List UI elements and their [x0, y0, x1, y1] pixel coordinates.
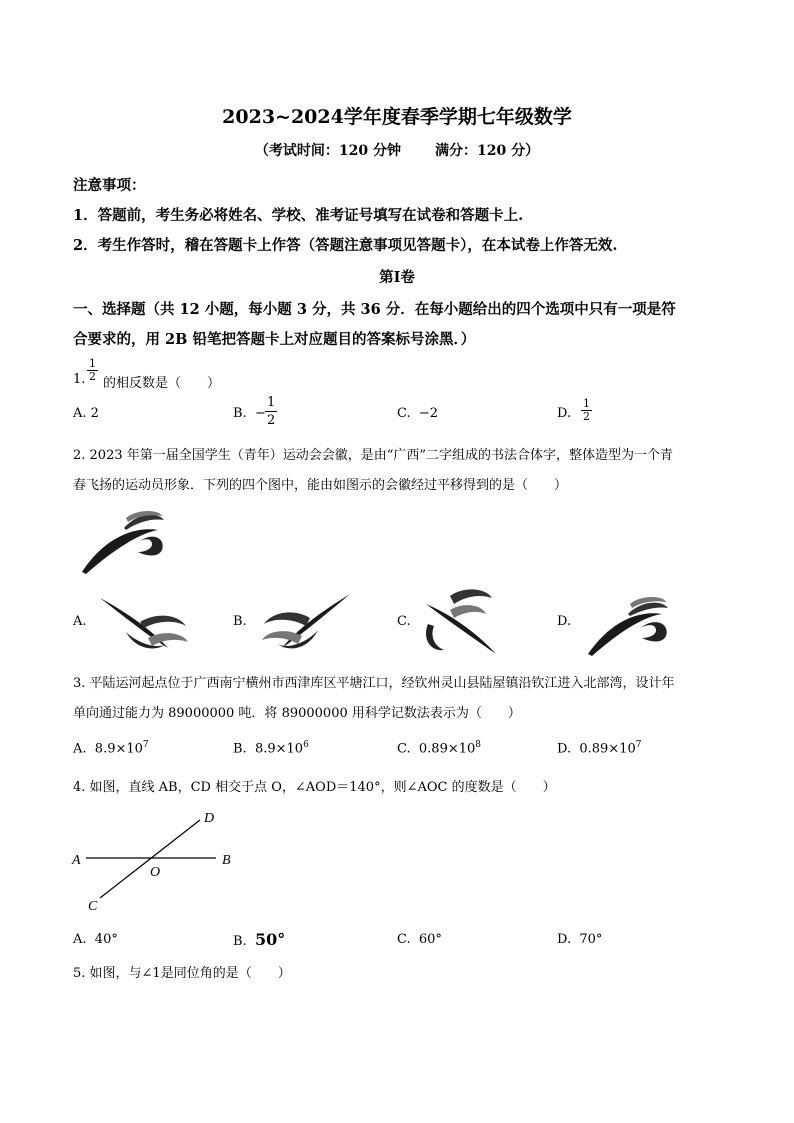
q2-option-a-label: A.: [73, 614, 87, 629]
option-value: 40°: [94, 932, 118, 947]
label-b: B: [222, 853, 231, 868]
question-4-stem: 4. 如图，直线 AB，CD 相交于点 O，∠AOD＝140°，则∠AOC 的度数是（ ）: [73, 780, 556, 795]
volume-label: 第Ⅰ卷: [379, 269, 415, 286]
option-label: D.: [557, 406, 572, 421]
q2-option-c-figure: [420, 584, 500, 660]
q1-option-a: [73, 406, 99, 421]
section1-line1: 一、选择题（共 12 小题，每小题 3 分，共 36 分．在每小题给出的四个选项中只有一项是符: [73, 301, 676, 318]
option-label: A.: [73, 406, 87, 421]
full-score: 满分：120 分）: [435, 143, 540, 159]
q1-number: 1.: [73, 372, 86, 387]
option-label: B.: [233, 934, 247, 949]
intersecting-lines-figure: [66, 806, 246, 914]
emblem-figure: [76, 508, 172, 578]
option-exponent: 6: [303, 740, 309, 750]
option-exponent: 7: [635, 740, 642, 750]
label-o: O: [150, 865, 161, 880]
q2-option-c-label: C.: [397, 614, 411, 629]
option-fraction: [581, 398, 592, 423]
option-label: C.: [397, 741, 411, 757]
frac-den: 2: [267, 413, 276, 428]
q2-option-a-figure: [96, 592, 192, 656]
option-base: 0.89×10: [579, 741, 636, 757]
option-value: 60°: [418, 932, 442, 947]
option-label: C.: [397, 406, 411, 421]
option-exponent: 8: [475, 740, 482, 750]
q4-option-c: [397, 932, 442, 947]
option-value: 2: [90, 406, 99, 421]
q3-option-b: [233, 740, 309, 756]
option-value: 50°: [254, 930, 286, 949]
line-cd: [100, 820, 200, 898]
frac-num: 1: [583, 397, 590, 410]
q2-option-d-label: D.: [557, 614, 572, 629]
q4-option-b: [233, 930, 285, 949]
q1-stem-text: 的相反数是（ ）: [103, 376, 221, 391]
question-3-line1: 3. 平陆运河起点位于广西南宁横州市西津库区平塘江口，经钦州灵山县陆屋镇沿钦江进入北部湾，设计年: [73, 676, 675, 691]
q3-option-a: [73, 740, 149, 756]
option-base: 8.9×10: [254, 741, 304, 757]
exam-time: （考试时间：120 分钟: [254, 143, 401, 159]
option-label: A.: [73, 741, 87, 757]
option-label: A.: [73, 932, 87, 947]
section1-line2: 合要求的，用 2B 铅笔把答题卡上对应题目的答案标号涂黑．）: [73, 331, 476, 348]
q2-option-b-figure: [258, 590, 354, 656]
exam-info: [0, 140, 794, 160]
label-c: C: [88, 899, 98, 914]
option-label: D.: [557, 932, 572, 947]
frac-den: 2: [583, 410, 590, 423]
label-a: A: [72, 853, 81, 868]
q3-option-c: [397, 740, 481, 756]
notice-heading: 注意事项：: [73, 177, 146, 194]
option-label: D.: [557, 741, 572, 757]
q1-fraction: [87, 358, 98, 383]
q1-frac-den: 2: [89, 370, 96, 383]
option-sign: −: [255, 406, 266, 421]
question-2-line1: 2. 2023 年第一届全国学生（青年）运动会会徽，是由“广西”二字组成的书法合体字，整体造型为一个青: [73, 448, 674, 463]
q3-option-d: [557, 740, 641, 756]
q1-option-c: [397, 406, 438, 421]
q4-option-a: [73, 932, 118, 947]
notice-item-1: 1．答题前，考生务必将姓名、学校、准考证号填写在试卷和答题卡上.: [73, 207, 524, 224]
question-2-line2: 春飞扬的运动员形象．下列的四个图中，能由如图示的会徽经过平移得到的是（ ）: [73, 478, 568, 493]
option-value: 70°: [579, 932, 603, 947]
label-d: D: [204, 811, 215, 826]
option-exponent: 7: [142, 740, 149, 750]
option-label: C.: [397, 932, 411, 947]
option-value: −2: [418, 406, 439, 421]
option-fraction: [265, 394, 277, 429]
q4-option-d: [557, 932, 602, 947]
option-base: 8.9×10: [94, 741, 143, 757]
q1-frac-num: 1: [89, 357, 96, 370]
question-5-stem: 5. 如图，与∠1是同位角的是（ ）: [73, 966, 291, 981]
option-label: B.: [233, 741, 247, 757]
notice-item-2: 2．考生作答时，稽在答题卡上作答（答题注意事项见答题卡），在本试卷上作答无效.: [73, 237, 618, 254]
q2-option-b-label: B.: [233, 614, 247, 629]
option-label: B.: [233, 406, 247, 421]
option-base: 0.89×10: [418, 741, 476, 757]
q2-option-d-figure: [584, 592, 672, 658]
question-3-line2: 单向通过能力为 89000000 吨．将 89000000 用科学记数法表示为（ ）: [73, 706, 521, 721]
page-title: 2023~2024学年度春季学期七年级数学: [222, 106, 572, 128]
frac-num: 1: [267, 395, 276, 410]
